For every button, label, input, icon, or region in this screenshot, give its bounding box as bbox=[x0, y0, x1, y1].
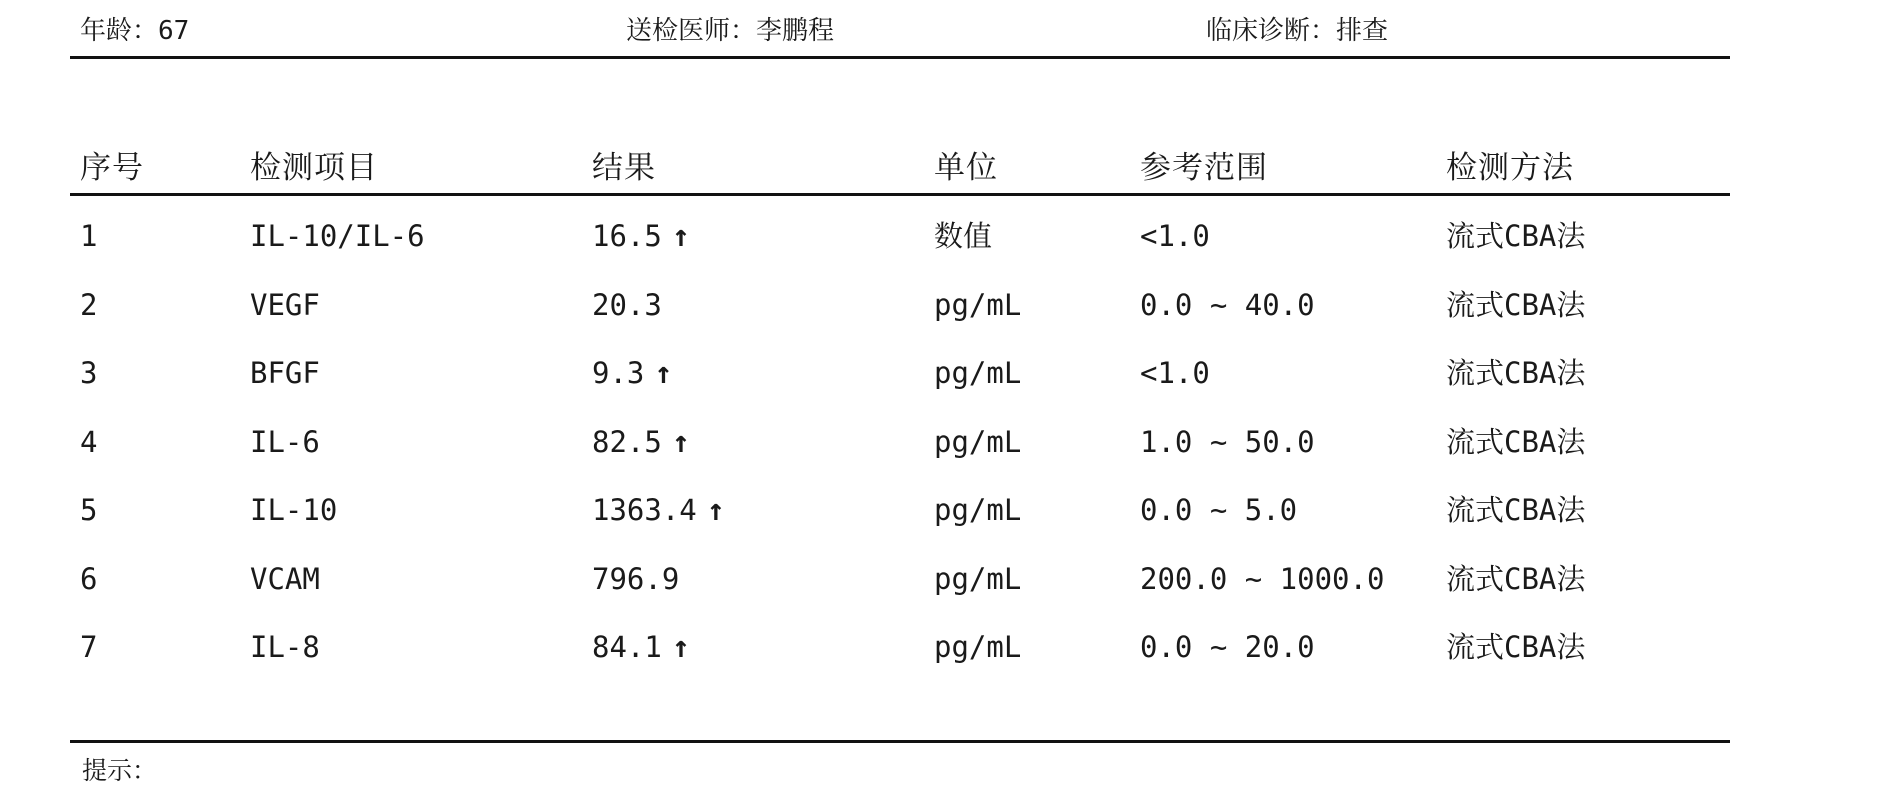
test-method: 流式CBA法 bbox=[1446, 356, 1586, 390]
row-number: 2 bbox=[80, 288, 98, 322]
result-cell bbox=[592, 216, 690, 257]
reference-range: 1.0 ~ 50.0 bbox=[1140, 425, 1315, 459]
test-method: 流式CBA法 bbox=[1446, 288, 1586, 322]
unit-cell: 数值 bbox=[934, 219, 993, 253]
up-arrow-icon: ↑ bbox=[671, 425, 690, 460]
test-item: IL-10/IL-6 bbox=[250, 219, 425, 253]
unit-cell: pg/mL bbox=[934, 288, 1022, 322]
result-cell bbox=[592, 353, 672, 394]
unit-cell: pg/mL bbox=[934, 493, 1022, 527]
col-header-range: 参考范围 bbox=[1140, 150, 1268, 186]
up-arrow-icon: ↑ bbox=[671, 219, 690, 254]
test-item: VCAM bbox=[250, 562, 320, 596]
unit-cell: pg/mL bbox=[934, 356, 1022, 390]
reference-range: 0.0 ~ 20.0 bbox=[1140, 630, 1315, 664]
test-item: IL-10 bbox=[250, 493, 338, 527]
result-cell bbox=[592, 422, 690, 463]
test-item: BFGF bbox=[250, 356, 320, 390]
result-value: 20.3 bbox=[592, 288, 662, 322]
referring-doctor: 送检医师：李鹏程 bbox=[626, 16, 835, 46]
up-arrow-icon: ↑ bbox=[706, 493, 725, 528]
result-value: 16.5 bbox=[592, 219, 662, 253]
col-header-no: 序号 bbox=[80, 150, 144, 186]
unit-cell: pg/mL bbox=[934, 630, 1022, 664]
col-header-result: 结果 bbox=[592, 150, 656, 186]
col-header-item: 检测项目 bbox=[250, 150, 378, 186]
test-method: 流式CBA法 bbox=[1446, 562, 1586, 596]
test-item: VEGF bbox=[250, 288, 320, 322]
reference-range: 200.0 ~ 1000.0 bbox=[1140, 562, 1385, 596]
test-item: IL-8 bbox=[250, 630, 320, 664]
unit-cell: pg/mL bbox=[934, 425, 1022, 459]
row-number: 6 bbox=[80, 562, 98, 596]
reference-range: <1.0 bbox=[1140, 356, 1210, 390]
reference-range: <1.0 bbox=[1140, 219, 1210, 253]
test-method: 流式CBA法 bbox=[1446, 425, 1586, 459]
result-value: 1363.4 bbox=[592, 493, 697, 527]
clinical-diagnosis: 临床诊断：排查 bbox=[1206, 16, 1389, 46]
result-value: 796.9 bbox=[592, 562, 680, 596]
col-header-unit: 单位 bbox=[934, 150, 998, 186]
row-number: 1 bbox=[80, 219, 98, 253]
result-cell bbox=[592, 285, 662, 325]
result-cell bbox=[592, 559, 679, 599]
row-number: 5 bbox=[80, 493, 98, 527]
row-number: 7 bbox=[80, 630, 98, 664]
result-cell bbox=[592, 627, 690, 668]
col-header-method: 检测方法 bbox=[1446, 150, 1574, 186]
test-item: IL-6 bbox=[250, 425, 320, 459]
footer-divider bbox=[70, 740, 1730, 743]
reference-range: 0.0 ~ 40.0 bbox=[1140, 288, 1315, 322]
up-arrow-icon: ↑ bbox=[654, 356, 673, 391]
tip-label: 提示： bbox=[82, 756, 158, 785]
test-method: 流式CBA法 bbox=[1446, 630, 1586, 664]
result-value: 84.1 bbox=[592, 630, 662, 664]
result-cell bbox=[592, 490, 725, 531]
result-value: 9.3 bbox=[592, 356, 645, 390]
patient-age: 年龄：67 bbox=[80, 16, 190, 46]
test-method: 流式CBA法 bbox=[1446, 219, 1586, 253]
reference-range: 0.0 ~ 5.0 bbox=[1140, 493, 1298, 527]
result-value: 82.5 bbox=[592, 425, 662, 459]
header-divider bbox=[70, 56, 1730, 59]
up-arrow-icon: ↑ bbox=[671, 630, 690, 665]
row-number: 4 bbox=[80, 425, 98, 459]
row-number: 3 bbox=[80, 356, 98, 390]
unit-cell: pg/mL bbox=[934, 562, 1022, 596]
table-header-divider bbox=[70, 193, 1730, 196]
test-method: 流式CBA法 bbox=[1446, 493, 1586, 527]
